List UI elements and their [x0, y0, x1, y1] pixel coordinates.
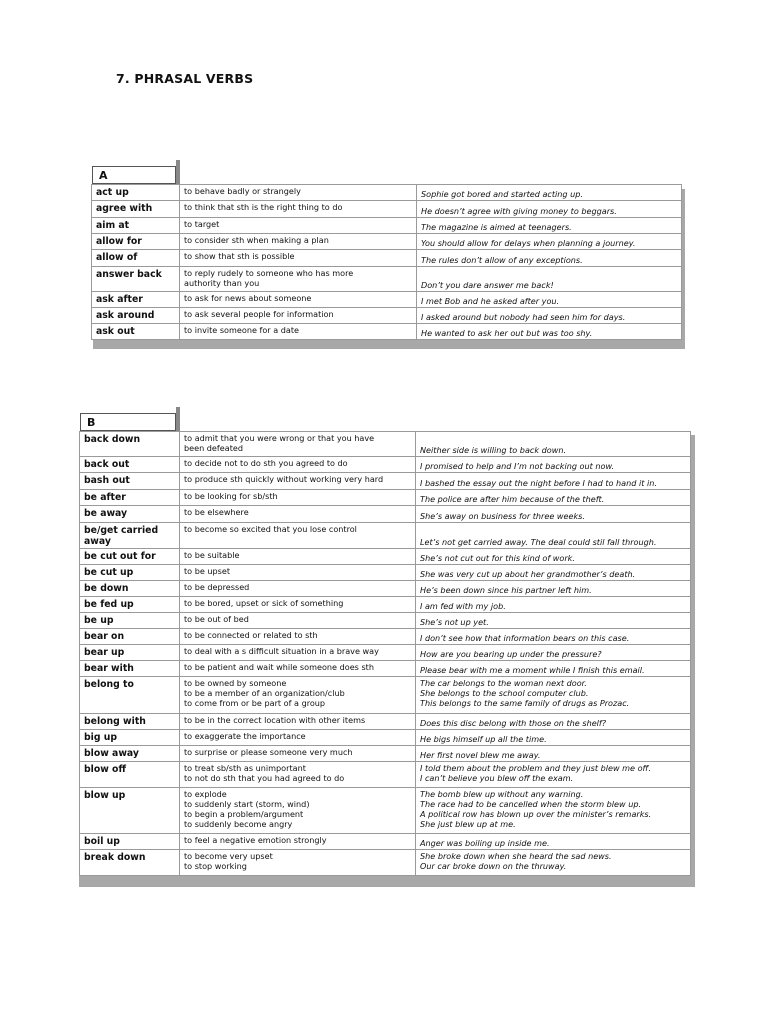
- verb-definition: [180, 506, 416, 523]
- table-row: [92, 267, 682, 292]
- usage-example: [416, 677, 691, 714]
- verb-definition: [180, 581, 416, 597]
- usage-example: [417, 201, 682, 218]
- definition-line: to be a member of an organization/club: [184, 688, 345, 698]
- example-line: I met Bob and he asked after you.: [421, 296, 560, 306]
- example-line: I don’t see how that information bears on this case.: [420, 633, 630, 643]
- usage-example: [417, 185, 682, 201]
- phrasal-verb: blow off: [80, 762, 180, 788]
- definition-line: to be bored, upset or sick of something: [184, 598, 344, 608]
- example-line: The police are after him because of the theft.: [420, 494, 605, 504]
- verb-definition: [180, 834, 416, 850]
- usage-example: [416, 473, 691, 490]
- definition-line: been defeated: [184, 443, 243, 453]
- table-row: [80, 645, 691, 661]
- section-letter: B: [80, 413, 176, 431]
- table-row: [92, 185, 682, 201]
- phrasal-verb: allow of: [92, 250, 180, 267]
- usage-example: [416, 746, 691, 762]
- verb-definition: [180, 457, 416, 473]
- section-letter: A: [92, 166, 176, 184]
- usage-example: [416, 613, 691, 629]
- example-line: I promised to help and I’m not backing out now.: [420, 461, 615, 471]
- definition-line: to treat sb/sth as unimportant: [184, 763, 306, 773]
- example-line: Don’t you dare answer me back!: [421, 280, 554, 290]
- example-line: He bigs himself up all the time.: [420, 734, 547, 744]
- verb-definition: [180, 762, 416, 788]
- phrasal-verb: ask out: [92, 324, 180, 340]
- definition-line: authority than you: [184, 278, 260, 288]
- usage-example: [416, 432, 691, 457]
- example-line: The car belongs to the woman next door.: [420, 678, 587, 688]
- verb-definition: [180, 324, 417, 340]
- usage-example: [416, 549, 691, 565]
- phrasal-verbs-table-b: [79, 431, 691, 876]
- section-letter-bar: [176, 407, 180, 431]
- phrasal-verb: be cut up: [80, 565, 180, 581]
- example-line: Sophie got bored and started acting up.: [421, 189, 583, 199]
- usage-example: [416, 597, 691, 613]
- verb-definition: [180, 746, 416, 762]
- example-line: The race had to be cancelled when the storm blew up.: [420, 799, 642, 809]
- table-row: [92, 308, 682, 324]
- example-line: I told them about the problem and they just blew me off.: [420, 763, 651, 773]
- verb-definition: [180, 788, 416, 834]
- table-row: [80, 834, 691, 850]
- phrasal-verb: be up: [80, 613, 180, 629]
- verb-definition: [180, 730, 416, 746]
- verb-definition: [180, 597, 416, 613]
- usage-example: [416, 457, 691, 473]
- verb-definition: [180, 473, 416, 490]
- example-line: Our car broke down on the thruway.: [420, 861, 567, 871]
- verb-definition: [180, 432, 416, 457]
- example-line: Anger was boiling up inside me.: [420, 838, 550, 848]
- verb-definition: [180, 645, 416, 661]
- example-line: She’s not cut out for this kind of work.: [420, 553, 575, 563]
- definition-line: to suddenly become angry: [184, 819, 293, 829]
- phrasal-verb: back out: [80, 457, 180, 473]
- table-row: [80, 661, 691, 677]
- table-row: [92, 234, 682, 250]
- example-line: Does this disc belong with those on the shelf?: [420, 718, 607, 728]
- usage-example: [416, 581, 691, 597]
- definition-line: to target: [184, 219, 220, 229]
- table-row: [92, 201, 682, 218]
- definition-line: to be connected or related to sth: [184, 630, 318, 640]
- example-line: She belongs to the school computer club.: [420, 688, 589, 698]
- table-row: [92, 324, 682, 340]
- table-row: [80, 677, 691, 714]
- verb-definition: [180, 267, 417, 292]
- phrasal-verb: break down: [80, 850, 180, 876]
- table-row: [80, 549, 691, 565]
- definition-line: to behave badly or strangely: [184, 186, 301, 196]
- example-line: I bashed the essay out the night before I had to hand it in.: [420, 478, 657, 488]
- usage-example: [417, 292, 682, 308]
- verb-definition: [180, 850, 416, 876]
- phrasal-verb: boil up: [80, 834, 180, 850]
- example-line: Let’s not get carried away. The deal could stil fall through.: [420, 537, 657, 547]
- verb-definition: [180, 185, 417, 201]
- phrasal-verb: be cut out for: [80, 549, 180, 565]
- verb-definition: [180, 234, 417, 250]
- phrasal-verb: aim at: [92, 218, 180, 234]
- definition-line: to be suitable: [184, 550, 240, 560]
- table-row: [80, 613, 691, 629]
- definition-line: to exaggerate the importance: [184, 731, 306, 741]
- phrasal-verb: blow up: [80, 788, 180, 834]
- example-line: He wanted to ask her out but was too shy.: [421, 328, 593, 338]
- definition-line: to deal with a s difficult situation in a brave way: [184, 646, 379, 656]
- table-row: [80, 490, 691, 506]
- usage-example: [417, 324, 682, 340]
- definition-line: to be elsewhere: [184, 507, 249, 517]
- usage-example: [416, 565, 691, 581]
- phrasal-verb: be after: [80, 490, 180, 506]
- phrasal-verb: belong to: [80, 677, 180, 714]
- verb-definition: [180, 308, 417, 324]
- example-line: I am fed with my job.: [420, 601, 506, 611]
- example-line: A political row has blown up over the minister’s remarks.: [420, 809, 652, 819]
- definition-line: to ask several people for information: [184, 309, 334, 319]
- example-line: How are you bearing up under the pressure?: [420, 649, 602, 659]
- table-row: [80, 523, 691, 549]
- example-line: The bomb blew up without any warning.: [420, 789, 584, 799]
- usage-example: [416, 730, 691, 746]
- usage-example: [416, 661, 691, 677]
- usage-example: [416, 645, 691, 661]
- table-row: [80, 788, 691, 834]
- phrasal-verb: allow for: [92, 234, 180, 250]
- example-line: You should allow for delays when planning a journey.: [421, 238, 636, 248]
- verb-definition: [180, 613, 416, 629]
- table-row: [80, 565, 691, 581]
- example-line: The rules don’t allow of any exceptions.: [421, 255, 583, 265]
- phrasal-verb: belong with: [80, 714, 180, 730]
- verb-definition: [180, 490, 416, 506]
- phrasal-verb: bear on: [80, 629, 180, 645]
- definition-line: to admit that you were wrong or that you have: [184, 433, 375, 443]
- usage-example: [417, 250, 682, 267]
- phrasal-verb: be/get carried away: [80, 523, 180, 549]
- phrasal-verb: blow away: [80, 746, 180, 762]
- definition-line: to suddenly start (storm, wind): [184, 799, 310, 809]
- verb-definition: [180, 629, 416, 645]
- definition-line: to be owned by someone: [184, 678, 287, 688]
- example-line: She was very cut up about her grandmother’s death.: [420, 569, 636, 579]
- verb-definition: [180, 292, 417, 308]
- verb-definition: [180, 250, 417, 267]
- section-letter-bar: [176, 160, 180, 184]
- definition-line: to be looking for sb/sth: [184, 491, 278, 501]
- table-row: [92, 218, 682, 234]
- example-line: The magazine is aimed at teenagers.: [421, 222, 572, 232]
- definition-line: to come from or be part of a group: [184, 698, 326, 708]
- phrasal-verb: bear up: [80, 645, 180, 661]
- usage-example: [417, 267, 682, 292]
- definition-line: to reply rudely to someone who has more: [184, 268, 354, 278]
- phrasal-verb: bear with: [80, 661, 180, 677]
- definition-line: to stop working: [184, 861, 247, 871]
- definition-line: to explode: [184, 789, 227, 799]
- example-line: She’s not up yet.: [420, 617, 489, 627]
- verb-definition: [180, 677, 416, 714]
- phrasal-verb: be away: [80, 506, 180, 523]
- definition-line: to be depressed: [184, 582, 250, 592]
- table-row: [80, 746, 691, 762]
- usage-example: [416, 714, 691, 730]
- verb-definition: [180, 549, 416, 565]
- definition-line: to be upset: [184, 566, 231, 576]
- definition-line: to not do sth that you had agreed to do: [184, 773, 345, 783]
- usage-example: [416, 762, 691, 788]
- phrasal-verb: act up: [92, 185, 180, 201]
- table-row: [80, 730, 691, 746]
- example-line: I asked around but nobody had seen him for days.: [421, 312, 626, 322]
- phrasal-verb: ask around: [92, 308, 180, 324]
- definition-line: to decide not to do sth you agreed to do: [184, 458, 348, 468]
- table-row: [80, 457, 691, 473]
- table-row: [80, 850, 691, 876]
- example-line: Neither side is willing to back down.: [420, 445, 567, 455]
- example-line: I can’t believe you blew off the exam.: [420, 773, 574, 783]
- definition-line: to be out of bed: [184, 614, 249, 624]
- example-line: She’s away on business for three weeks.: [420, 511, 585, 521]
- phrasal-verb: ask after: [92, 292, 180, 308]
- usage-example: [416, 490, 691, 506]
- usage-example: [416, 523, 691, 549]
- table-row: [92, 250, 682, 267]
- definition-line: to show that sth is possible: [184, 251, 295, 261]
- verb-definition: [180, 523, 416, 549]
- phrasal-verb: bash out: [80, 473, 180, 490]
- definition-line: to invite someone for a date: [184, 325, 299, 335]
- usage-example: [416, 850, 691, 876]
- example-line: He doesn’t agree with giving money to beggars.: [421, 206, 617, 216]
- example-line: Please bear with me a moment while I finish this email.: [420, 665, 645, 675]
- table-row: [80, 581, 691, 597]
- usage-example: [417, 234, 682, 250]
- usage-example: [417, 308, 682, 324]
- verb-definition: [180, 661, 416, 677]
- phrasal-verb: be down: [80, 581, 180, 597]
- phrasal-verb: agree with: [92, 201, 180, 218]
- verb-definition: [180, 218, 417, 234]
- definition-line: to ask for news about someone: [184, 293, 312, 303]
- table-row: [80, 432, 691, 457]
- usage-example: [416, 629, 691, 645]
- phrasal-verb: be fed up: [80, 597, 180, 613]
- table-row: [80, 597, 691, 613]
- usage-example: [417, 218, 682, 234]
- usage-example: [416, 834, 691, 850]
- phrasal-verb: big up: [80, 730, 180, 746]
- example-line: She just blew up at me.: [420, 819, 516, 829]
- example-line: This belongs to the same family of drugs as Prozac.: [420, 698, 630, 708]
- verb-definition: [180, 565, 416, 581]
- phrasal-verbs-table-a: [91, 184, 682, 340]
- table-row: [80, 714, 691, 730]
- definition-line: to become very upset: [184, 851, 273, 861]
- definition-line: to be patient and wait while someone does sth: [184, 662, 374, 672]
- example-line: She broke down when she heard the sad news.: [420, 851, 612, 861]
- definition-line: to surprise or please someone very much: [184, 747, 353, 757]
- definition-line: to be in the correct location with other items: [184, 715, 366, 725]
- usage-example: [416, 506, 691, 523]
- definition-line: to feel a negative emotion strongly: [184, 835, 327, 845]
- definition-line: to become so excited that you lose control: [184, 524, 357, 534]
- table-row: [80, 762, 691, 788]
- definition-line: to think that sth is the right thing to do: [184, 202, 343, 212]
- table-row: [92, 292, 682, 308]
- verb-definition: [180, 714, 416, 730]
- table-row: [80, 629, 691, 645]
- definition-line: to begin a problem/argument: [184, 809, 304, 819]
- example-line: He’s been down since his partner left him.: [420, 585, 592, 595]
- definition-line: to produce sth quickly without working very hard: [184, 474, 384, 484]
- phrasal-verb: answer back: [92, 267, 180, 292]
- usage-example: [416, 788, 691, 834]
- table-row: [80, 473, 691, 490]
- definition-line: to consider sth when making a plan: [184, 235, 329, 245]
- table-row: [80, 506, 691, 523]
- phrasal-verb: back down: [80, 432, 180, 457]
- verb-definition: [180, 201, 417, 218]
- example-line: Her first novel blew me away.: [420, 750, 541, 760]
- page-title: 7. PHRASAL VERBS: [116, 71, 254, 86]
